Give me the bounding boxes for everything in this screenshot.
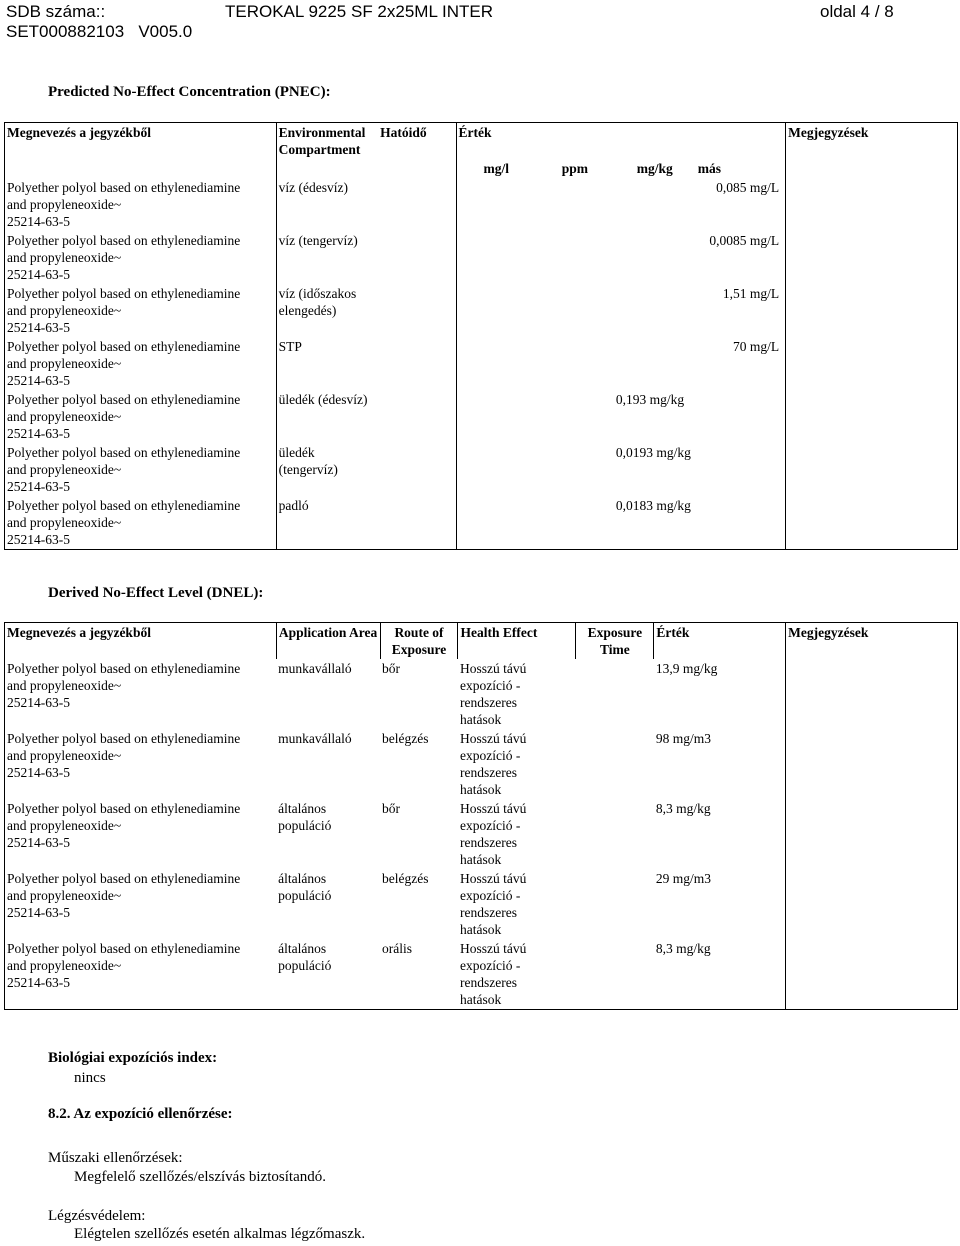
dnel-effect: Hosszú távú expozíció - rendszeres hatások [459, 801, 527, 867]
table-row [5, 390, 958, 443]
dnel-route: orális [382, 941, 413, 956]
dnel-cas: 25214-63-5 [7, 835, 70, 850]
bio-index-title: Biológiai expozíciós index: [48, 1050, 218, 1066]
pnec-name2: and propyleneoxide~ [7, 303, 122, 318]
dnel-remarks [786, 659, 958, 729]
pnec-mgl [456, 496, 536, 550]
pnec-header-name: Megnevezés a jegyzékből [7, 125, 151, 140]
pnec-remarks [786, 443, 958, 496]
dnel-cas: 25214-63-5 [7, 975, 70, 990]
pnec-header-ppm: ppm [561, 161, 588, 176]
pnec-ppm [536, 390, 614, 443]
pnec-mgl [456, 284, 536, 337]
dnel-area: általános populáció [278, 941, 332, 973]
pnec-mgl [456, 390, 536, 443]
pnec-header-other: más [697, 161, 721, 176]
table-row [5, 939, 958, 1010]
dnel-time [576, 799, 654, 869]
pnec-name1: Polyether polyol based on ethylenediamine [7, 339, 241, 354]
table-row [5, 284, 958, 337]
dnel-name1: Polyether polyol based on ethylenediamine [7, 661, 241, 676]
pnec-mgkg: 0,0193 mg/kg [615, 445, 691, 460]
pnec-name-cell [5, 443, 277, 496]
pnec-ppm [536, 443, 614, 496]
pnec-mgkg [614, 284, 696, 337]
pnec-name2: and propyleneoxide~ [7, 462, 122, 477]
pnec-compartment: padló [276, 496, 378, 550]
pnec-other [696, 496, 786, 550]
dnel-route: bőr [382, 661, 401, 676]
dnel-header-area: Application Area [276, 623, 380, 660]
table-row [5, 869, 958, 939]
pnec-remarks [786, 178, 958, 231]
dnel-remarks [786, 939, 958, 1010]
pnec-header-mgkg: mg/kg [636, 161, 673, 176]
pnec-header-remarks: Megjegyzések [786, 123, 958, 160]
pnec-compartment: víz (időszakos elengedés) [276, 284, 378, 337]
dnel-time [576, 729, 654, 799]
dnel-name2: and propyleneoxide~ [7, 958, 122, 973]
pnec-name-cell [5, 231, 277, 284]
dnel-name-cell [5, 799, 277, 869]
pnec-compartment: üledék (tengervíz) [276, 443, 378, 496]
dnel-time [576, 939, 654, 1010]
dnel-area: általános populáció [278, 801, 332, 833]
pnec-name-cell [5, 496, 277, 550]
dnel-header-value: Érték [654, 623, 786, 660]
pnec-period [378, 443, 456, 496]
dnel-time [576, 659, 654, 729]
pnec-name-cell [5, 337, 277, 390]
dnel-value: 13,9 mg/kg [655, 661, 718, 676]
pnec-mgl [456, 337, 536, 390]
bio-index-value: nincs [74, 1070, 106, 1086]
pnec-name-cell [5, 390, 277, 443]
dnel-name2: and propyleneoxide~ [7, 818, 122, 833]
pnec-name2: and propyleneoxide~ [7, 356, 122, 371]
pnec-ppm [536, 231, 614, 284]
pnec-cas: 25214-63-5 [7, 373, 70, 388]
version: V005.0 [138, 22, 193, 41]
dnel-effect: Hosszú távú expozíció - rendszeres hatások [459, 661, 527, 727]
pnec-header-mgl: mg/l [456, 159, 536, 178]
pnec-period [378, 496, 456, 550]
dnel-header-time: Exposure Time [576, 623, 654, 660]
pnec-other: 0,085 mg/L [716, 180, 780, 195]
pnec-mgkg: 0,0183 mg/kg [615, 498, 691, 513]
pnec-name-cell [5, 178, 277, 231]
sdb-number [6, 22, 192, 42]
pnec-mgkg: 0,193 mg/kg [615, 392, 685, 407]
pnec-compartment: víz (tengervíz) [276, 231, 378, 284]
pnec-period [378, 178, 456, 231]
pnec-name1: Polyether polyol based on ethylenediamine [7, 180, 241, 195]
dnel-header-name: Megnevezés a jegyzékből [7, 625, 151, 640]
pnec-mgl [456, 443, 536, 496]
pnec-period [378, 231, 456, 284]
pnec-cas: 25214-63-5 [7, 426, 70, 441]
pnec-mgl [456, 231, 536, 284]
pnec-other [696, 443, 786, 496]
pnec-compartment: STP [276, 337, 378, 390]
pnec-name2: and propyleneoxide~ [7, 515, 122, 530]
dnel-area: munkavállaló [278, 661, 352, 676]
pnec-name1: Polyether polyol based on ethylenediamine [7, 498, 241, 513]
page-number: oldal 4 / 8 [820, 2, 894, 21]
pnec-remarks [786, 337, 958, 390]
pnec-cas: 25214-63-5 [7, 320, 70, 335]
pnec-period [378, 284, 456, 337]
dnel-header-route: Route of Exposure [380, 623, 458, 660]
pnec-ppm [536, 178, 614, 231]
pnec-ppm [536, 337, 614, 390]
pnec-name1: Polyether polyol based on ethylenediamine [7, 445, 241, 460]
pnec-mgkg [614, 231, 696, 284]
pnec-cas: 25214-63-5 [7, 214, 70, 229]
dnel-header-effect: Health Effect [458, 623, 576, 660]
dnel-value: 8,3 mg/kg [655, 941, 711, 956]
pnec-header-compartment: Environmental Compartment [276, 123, 378, 160]
dnel-route: belégzés [382, 731, 429, 746]
dnel-name-cell [5, 869, 277, 939]
dnel-cas: 25214-63-5 [7, 695, 70, 710]
dnel-remarks [786, 799, 958, 869]
dnel-name1: Polyether polyol based on ethylenediamine [7, 731, 241, 746]
dnel-name1: Polyether polyol based on ethylenediamine [7, 871, 241, 886]
pnec-period [378, 337, 456, 390]
dnel-route: belégzés [382, 871, 429, 886]
dnel-cas: 25214-63-5 [7, 765, 70, 780]
dnel-route: bőr [382, 801, 401, 816]
dnel-cas: 25214-63-5 [7, 905, 70, 920]
dnel-name-cell [5, 939, 277, 1010]
pnec-other [696, 390, 786, 443]
dnel-title: Derived No-Effect Level (DNEL): [48, 585, 264, 601]
pnec-header-value: Érték [456, 123, 786, 160]
pnec-remarks [786, 284, 958, 337]
pnec-name2: and propyleneoxide~ [7, 197, 122, 212]
dnel-name2: and propyleneoxide~ [7, 678, 122, 693]
dnel-name1: Polyether polyol based on ethylenediamine [7, 801, 241, 816]
pnec-period [378, 390, 456, 443]
dnel-effect: Hosszú távú expozíció - rendszeres hatások [459, 941, 527, 1007]
table-row [5, 799, 958, 869]
dnel-effect: Hosszú távú expozíció - rendszeres hatások [459, 731, 527, 797]
dnel-name-cell [5, 729, 277, 799]
table-row [5, 337, 958, 390]
pnec-ppm [536, 496, 614, 550]
table-row [5, 231, 958, 284]
dnel-remarks [786, 729, 958, 799]
dnel-value: 29 mg/m3 [655, 871, 711, 886]
dnel-table [4, 622, 958, 1010]
pnec-mgkg [614, 178, 696, 231]
dnel-name-cell [5, 659, 277, 729]
pnec-name1: Polyether polyol based on ethylenediamine [7, 233, 241, 248]
dnel-effect: Hosszú távú expozíció - rendszeres hatások [459, 871, 527, 937]
pnec-header-period: Hatóidő [380, 125, 427, 140]
tech-controls-title: Műszaki ellenőrzések: [48, 1150, 183, 1166]
dnel-header-remarks: Megjegyzések [786, 623, 958, 660]
table-row [5, 496, 958, 550]
pnec-table [4, 122, 958, 550]
pnec-name1: Polyether polyol based on ethylenediamine [7, 286, 241, 301]
pnec-cas: 25214-63-5 [7, 479, 70, 494]
pnec-other: 70 mg/L [733, 339, 780, 354]
pnec-other: 0,0085 mg/L [709, 233, 780, 248]
dnel-time [576, 869, 654, 939]
section-82-title: 8.2. Az expozíció ellenőrzése: [48, 1106, 233, 1122]
table-row [5, 178, 958, 231]
pnec-name2: and propyleneoxide~ [7, 409, 122, 424]
sdb-number-value: SET000882103 [6, 22, 125, 41]
pnec-ppm [536, 284, 614, 337]
dnel-area: munkavállaló [278, 731, 352, 746]
dnel-value: 98 mg/m3 [655, 731, 711, 746]
pnec-name2: and propyleneoxide~ [7, 250, 122, 265]
dnel-area: általános populáció [278, 871, 332, 903]
pnec-cas: 25214-63-5 [7, 532, 70, 547]
pnec-remarks [786, 496, 958, 550]
table-row [5, 659, 958, 729]
dnel-remarks [786, 869, 958, 939]
pnec-compartment: üledék (édesvíz) [276, 390, 378, 443]
dnel-name2: and propyleneoxide~ [7, 748, 122, 763]
pnec-name1: Polyether polyol based on ethylenediamine [7, 392, 241, 407]
product-name: TEROKAL 9225 SF 2x25ML INTER [225, 2, 494, 21]
pnec-remarks [786, 390, 958, 443]
table-row [5, 443, 958, 496]
pnec-compartment: víz (édesvíz) [276, 178, 378, 231]
dnel-name1: Polyether polyol based on ethylenediamine [7, 941, 241, 956]
respiratory-text: Elégtelen szellőzés esetén alkalmas légzőmaszk. [74, 1226, 366, 1242]
pnec-remarks [786, 231, 958, 284]
pnec-mgkg [614, 337, 696, 390]
table-row [5, 729, 958, 799]
dnel-value: 8,3 mg/kg [655, 801, 711, 816]
respiratory-title: Légzésvédelem: [48, 1208, 146, 1224]
pnec-other: 1,51 mg/L [722, 286, 780, 301]
pnec-title: Predicted No-Effect Concentration (PNEC): [48, 84, 331, 100]
tech-controls-text: Megfelelő szellőzés/elszívás biztosítandó. [74, 1169, 327, 1185]
pnec-mgl [456, 178, 536, 231]
pnec-name-cell [5, 284, 277, 337]
sdb-label: SDB száma:: [6, 2, 106, 21]
dnel-name2: and propyleneoxide~ [7, 888, 122, 903]
pnec-cas: 25214-63-5 [7, 267, 70, 282]
